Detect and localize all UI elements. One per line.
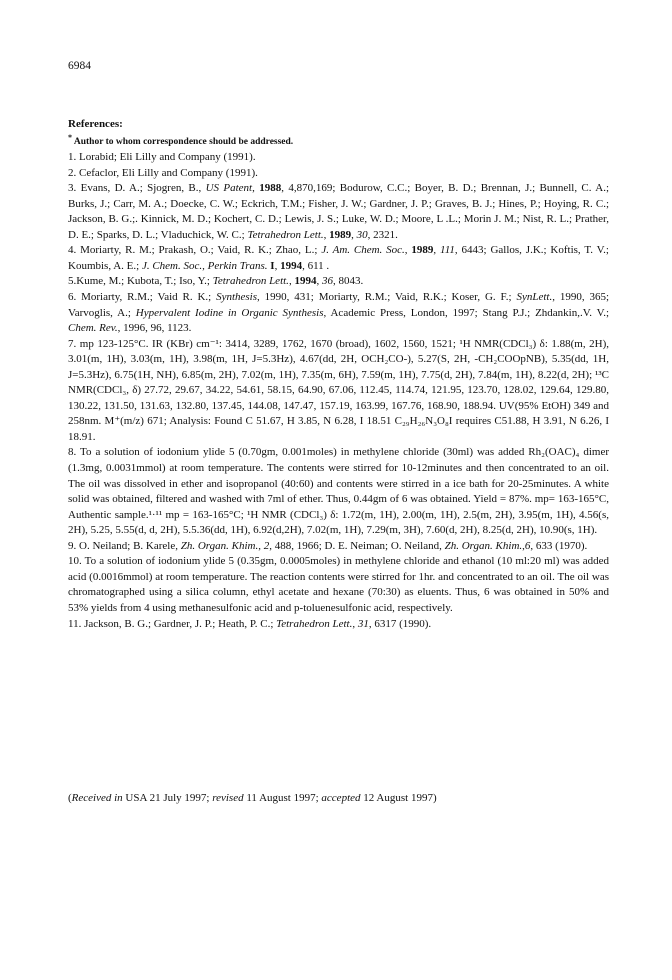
reference-4: 4. Moriarty, R. M.; Prakash, O.; Vaid, R. K.; Zhao, L.; J. Am. Chem. Soc., 1989, 111, 6443; Gallos, J.K.; Koftis, T. V.; Koumbis, A. E.; J. Chem. Soc., Perkin Trans. I, 1994, 611 . [68,244,609,272]
reference-5: 5.Kume, M.; Kubota, T.; Iso, Y.; Tetrahedron Lett., 1994, 36, 8043. [68,275,364,288]
reference-1: 1. Lorabid; Eli Lilly and Company (1991). [68,151,256,164]
correspondence-note: * Author to whom correspondence should be addressed. [68,132,294,147]
reference-9: 9. O. Neiland; B. Karele, Zh. Organ. Khim., 2, 488, 1966; D. E. Neiman; O. Neiland, Zh. Organ. Khim.,6, 633 (1970). [68,539,588,552]
reference-10: 10. To a solution of iodonium ylide 5 (0.35gm, 0.0005moles) in methylene chloride and ethanol (10 ml:20 ml) was added acid (0.0016mmol) at room temperature. The reaction contents were stirred for 1hr. and concentrated to an oil. The oil was chromatographed using a silica column, ethyl acetate and hexane (70:30) as eluents. Thus, 6 was obtained in 50% and 53% yields from 4 using methanesulfonic acid and p-toluenesulfonic acid, respectively. [68,555,609,614]
references-heading: References: [68,118,123,130]
reference-2: 2. Cefaclor, Eli Lilly and Company (1991). [68,166,258,179]
received-dates: (Received in USA 21 July 1997; revised 11 August 1997; accepted 12 August 1997) [68,792,437,804]
reference-7: 7. mp 123-125°C. IR (KBr) cm⁻¹: 3414, 3289, 1762, 1670 (broad), 1602, 1560, 1521; ¹H NMR(CDCl₃) δ: 1.88(m, 2H), 3.01(m, 1H), 3.03(m, 1H), 3.98(m, 1H, J=5.3Hz), 4.67(dd, 2H, OCH₂CO-), 5.27(S, 2H, -CH₂COOpNB), 5.35(dd, 1H, J=5.3Hz), 6.75(1H, NH), 6.85(m, 2H), 7.02(m, 1H), 7.35(m, 6H), 7.59(m, 1H), 7.75(d, 2H), 7.84(m, 1H), 8.22(d, 2H); ¹³C NMR(CDCl₃, δ) 27.72, 29.67, 34.22, 54.61, 58.15, 64.90, 67.06, 112.45, 114.74, 121.95, 123.70, 128.02, 129.64, 129.80, 130.22, 131.50, 131.63, 132.80, 137.45, 144.08, 147.47, 157.19, 163.99, 167.76, 168.90, 188.94. UV(95% EtOH) 349 and 258nm. M⁺(m/z) 671; Analysis: Found C 51.67, H 3.85, N 6.28, I 18.51 C₂₉H₂₆N₃O₈I requires C51.88, H 3.91, N 6.26, I 18.91. [68,337,609,443]
reference-11: 11. Jackson, B. G.; Gardner, J. P.; Heath, P. C.; Tetrahedron Lett., 31, 6317 (1990). [68,617,432,630]
reference-8: 8. To a solution of iodonium ylide 5 (0.70gm, 0.001moles) in methylene chloride (30ml) was added Rh₂(OAC)₄ dimer (1.3mg, 0.0031mmol) at room temperature. The contents were stirred for 10-12minutes and then concentrated to an oil. The oil was dissolved in ether and isopropanol (40:60) and contents were stirred in a ice bath for 20-25minutes. A white solid was obtained, filtered and washed with 7ml of ether. Thus, 0.44gm of 6 was obtained. Yield = 87%. mp= 163-165°C, Authentic sample.¹·¹¹ mp = 163-165°C; ¹H NMR (CDCl₃) δ: 1.72(m, 1H), 2.00(m, 1H), 2.5(m, 2H), 3.95(m, 1H), 4.56(s, 2H), 5.25, 5.55(d, d, 2H), 5.5.36(dd, 1H), 6.92(d,2H), 7.02(m, 1H), 7.29(m, 3H), 7.60(d, 2H), 8.25(d, 2H), 10.90(s, 1H). [68,446,609,537]
reference-3: 3. Evans, D. A.; Sjogren, B., US Patent, 1988, 4,870,169; Bodurow, C.C.; Boyer, B. D.; Brennan, J.; Bunnell, C. A.; Burks, J.; Carr, M. A.; Doecke, C. W.; Eckrich, T.M.; Fisher, J. W.; Gardner, J. P.; Graves, B. J.; Hines, P.; Hoying, R. C.; Jackson, B. G.;. Kinnick, M. D.; Kochert, C. D.; Lewis, J. S.; Luke, W. D.; Moore, L .L.; Morin J. M.; Nist, R. L.; Prather, D. E.; Sparks, D. L.; Vladuchick, W. C.; Tetrahedron Lett., 1989, 30, 2321. [68,182,610,241]
asterisk-mark: * [68,132,72,142]
references-section [68,117,609,632]
reference-6: 6. Moriarty, R.M.; Vaid R. K.; Synthesis, 1990, 431; Moriarty, R.M.; Vaid, R.K.; Koser, G. F.; SynLett., 1990, 365; Varvoglis, A.; Hypervalent Iodine in Organic Synthesis, Academic Press, London, 1997; Stang P.J.; Zhdankin,.V. V.; Chem. Rev., 1996, 96, 1123. [68,291,609,335]
page-number: 6984 [68,60,91,72]
